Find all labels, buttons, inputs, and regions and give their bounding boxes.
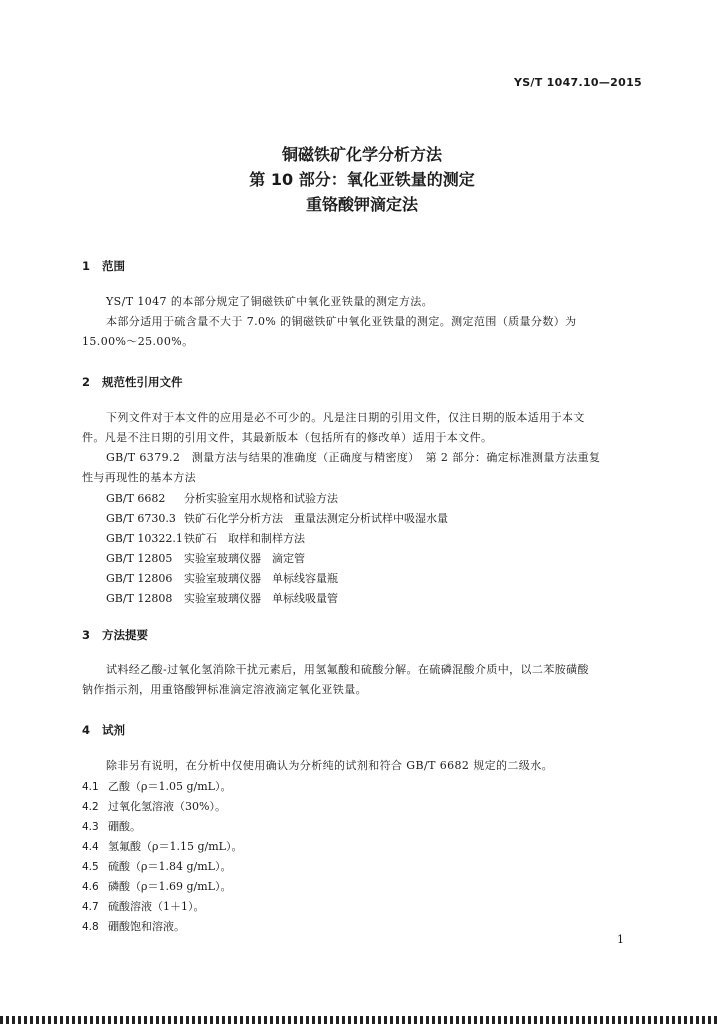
scan-edge-pattern <box>0 1016 724 1024</box>
references-intro-line-1: 下列文件对于本文件的应用是必不可少的。凡是注日期的引用文件，仅注日期的版本适用于本文 <box>106 411 585 424</box>
section-title: 试剂 <box>102 723 125 737</box>
scope-paragraph-2-line-2: 15.00%～25.00%。 <box>82 335 194 348</box>
reference-title: 实验室玻璃仪器 单标线容量瓶 <box>184 572 338 585</box>
section-number: 1 <box>82 259 91 273</box>
method-summary-line-1: 试料经乙酸-过氧化氢消除干扰元素后，用氢氟酸和硫酸分解。在硫磷混酸介质中，以二苯胺磺酸 <box>106 663 589 676</box>
section-number: 2 <box>82 375 91 389</box>
reference-code: GB/T 6730.3 <box>106 512 176 525</box>
section-title: 方法提要 <box>102 628 148 642</box>
reagent-item <box>82 838 242 854</box>
standard-number: YS/T 1047.10—2015 <box>513 76 642 89</box>
section-title: 范围 <box>102 259 125 273</box>
reagent-text: 乙酸（ρ＝1.05 g/mL）。 <box>108 780 232 793</box>
references-intro-line-2: 件。凡是不注日期的引用文件，其最新版本（包括所有的修改单）适用于本文件。 <box>82 431 493 444</box>
reference-6379-line-2: 性与再现性的基本方法 <box>82 471 196 484</box>
reference-item <box>106 590 338 606</box>
reagent-text: 硫酸（ρ＝1.84 g/mL）。 <box>108 860 232 873</box>
reference-code: GB/T 12805 <box>106 552 173 565</box>
reagent-text: 过氧化氢溶液（30%）。 <box>108 800 226 813</box>
reagent-number: 4.1 <box>82 781 99 793</box>
reagent-number: 4.2 <box>82 801 99 813</box>
reference-item <box>106 550 305 566</box>
reagent-number: 4.7 <box>82 901 99 913</box>
reference-item <box>106 530 305 546</box>
section-3-heading <box>82 627 148 643</box>
scope-paragraph-2-line-1: 本部分适用于硫含量不大于 7.0% 的铜磁铁矿中氧化亚铁量的测定。测定范围（质量分数）为 <box>106 315 577 328</box>
reference-code: GB/T 10322.1 <box>106 532 183 545</box>
reagent-item <box>82 798 226 814</box>
reagent-number: 4.3 <box>82 821 99 833</box>
reagent-item <box>82 818 141 834</box>
reagent-text: 硼酸。 <box>108 820 141 833</box>
reagent-number: 4.6 <box>82 881 99 893</box>
section-number: 4 <box>82 723 91 737</box>
page-number: 1 <box>617 933 624 946</box>
section-1-heading <box>82 258 125 274</box>
reagent-text: 氢氟酸（ρ＝1.15 g/mL）。 <box>108 840 243 853</box>
reagent-text: 硼酸饱和溶液。 <box>108 920 185 933</box>
reagent-text: 磷酸（ρ＝1.69 g/mL）。 <box>108 880 232 893</box>
reagent-item <box>82 858 231 874</box>
doc-title-line-2: 第 10 部分：氧化亚铁量的测定 <box>249 170 475 189</box>
reagent-number: 4.4 <box>82 841 99 853</box>
reference-title: 分析实验室用水规格和试验方法 <box>184 492 338 505</box>
reference-code: GB/T 6682 <box>106 492 166 505</box>
reference-title: 铁矿石 取样和制样方法 <box>184 532 305 545</box>
reference-title: 铁矿石化学分析方法 重量法测定分析试样中吸湿水量 <box>184 512 448 525</box>
reference-code: GB/T 12808 <box>106 592 173 605</box>
reference-item <box>106 570 338 586</box>
reagent-item <box>82 878 231 894</box>
reference-title: 实验室玻璃仪器 滴定管 <box>184 552 305 565</box>
reagent-number: 4.8 <box>82 921 99 933</box>
doc-title-line-1: 铜磁铁矿化学分析方法 <box>281 145 442 164</box>
section-title: 规范性引用文件 <box>102 375 183 389</box>
section-number: 3 <box>82 628 91 642</box>
reagent-number: 4.5 <box>82 861 99 873</box>
reagent-item <box>82 898 205 914</box>
reagent-text: 硫酸溶液（1＋1）。 <box>108 900 205 913</box>
reagents-intro: 除非另有说明，在分析中仅使用确认为分析纯的试剂和符合 GB/T 6682 规定的二级水。 <box>106 759 553 772</box>
reference-item <box>106 490 338 506</box>
reagent-item <box>82 918 185 934</box>
section-4-heading <box>82 722 125 738</box>
scope-paragraph-1: YS/T 1047 的本部分规定了铜磁铁矿中氧化亚铁量的测定方法。 <box>106 295 434 308</box>
reference-code: GB/T 12806 <box>106 572 173 585</box>
reagent-item <box>82 778 231 794</box>
reference-item <box>106 510 448 526</box>
method-summary-line-2: 钠作指示剂，用重铬酸钾标准滴定溶液滴定氧化亚铁量。 <box>82 683 367 696</box>
reference-title: 实验室玻璃仪器 单标线吸量管 <box>184 592 338 605</box>
reference-6379-line-1: GB/T 6379.2 测量方法与结果的准确度（正确度与精密度） 第 2 部分：确定标准测量方法重复 <box>106 451 601 464</box>
doc-title-line-3: 重铬酸钾滴定法 <box>305 195 418 214</box>
section-2-heading <box>82 374 183 390</box>
